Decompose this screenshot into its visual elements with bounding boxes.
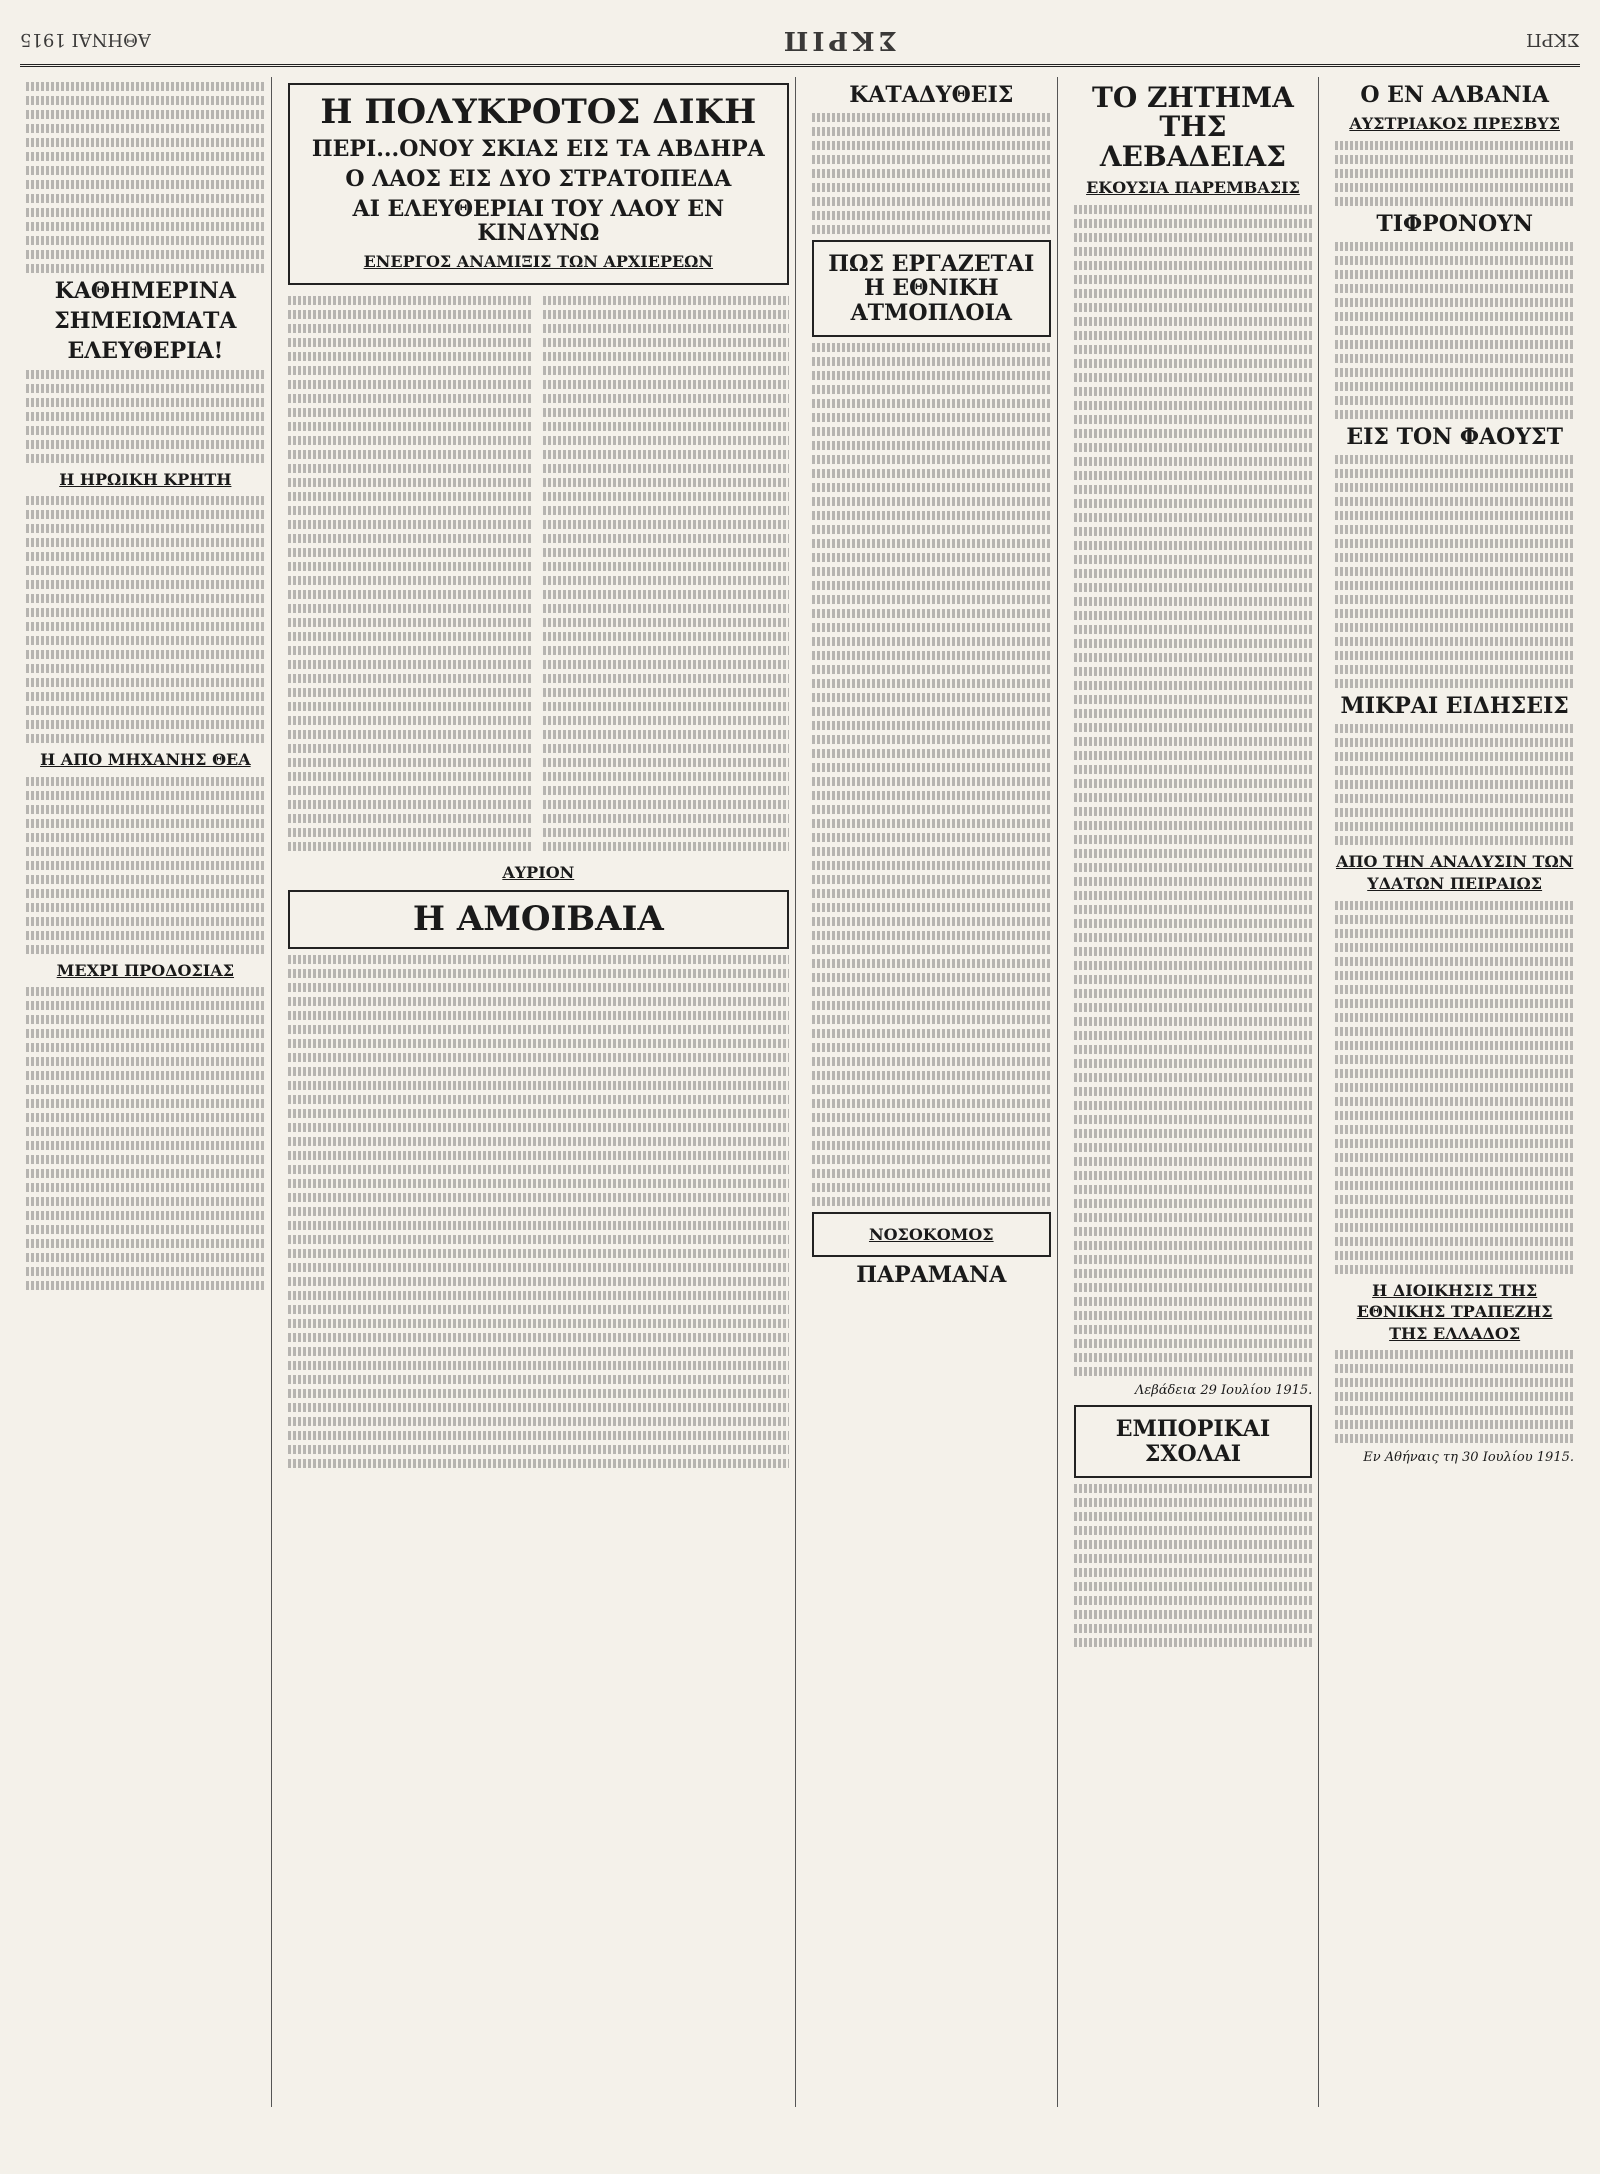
headline: ΜΙΚΡΑΙ ΕΙΔΗΣΕΙΣ [1340,693,1569,720]
subheadline: ΑΙ ΕΛΕΥΘΕΡΙΑΙ ΤΟΥ ΛΑΟΥ ΕΝ ΚΙΝΔΥΝΩ [352,196,725,247]
text-block [26,496,265,743]
text-block [1074,1484,1313,1647]
headline: ΕΜΠΟΡΙΚΑΙ ΣΧΟΛΑΙ [1115,1416,1271,1467]
newspaper-page [20,20,1580,2130]
text-block [26,370,265,463]
columns [20,77,1580,2107]
section-heading: ΣΗΜΕΙΩΜΑΤΑ [54,308,237,335]
headline: ΠΩΣ ΕΡΓΑΖΕΤΑΙ Η ΕΘΝΙΚΗ ΑΤΜΟΠΛΟΙΑ [828,251,1035,326]
masthead-title: ΣΚΡΙΠ [779,25,898,55]
text-block [1335,1350,1574,1443]
text-block [1335,141,1574,206]
text-block [1335,455,1574,688]
text-block [1335,901,1574,1274]
headline: ΤΙΦΡΟΝΟΥΝ [1376,210,1533,237]
article-title: Η ΗΡΩΙΚΗ ΚΡΗΤΗ [59,469,232,489]
column-2 [282,77,796,2107]
text-block [26,777,265,954]
ad-title: ΝΟΣΟΚΟΜΟΣ [868,1224,994,1244]
subheadline: Ο ΛΑΟΣ ΕΙΣ ΔΥΟ ΣΤΡΑΤΟΠΕΔΑ [345,165,732,192]
text-block [26,82,265,273]
text-block [543,291,789,856]
section-heading: ΚΑΘΗΜΕΡΙΝΑ [54,278,236,304]
masthead-right: ΑΘΗΝΑΙ 1915 [20,29,151,51]
text-block [288,291,534,856]
masthead-left: ΣΚΡΠ [1526,29,1580,51]
headline: Η ΑΜΟΙΒΑΙΑ [412,898,664,939]
subheadline: ΕΚΟΥΣΙΑ ΠΑΡΕΜΒΑΣΙΣ [1086,178,1300,198]
subheadline: ΑΥΣΤΡΙΑΚΟΣ ΠΡΕΣΒΥΣ [1349,114,1560,134]
dateline: Εν Αθήναις τη 30 Ιουλίου 1915. [1363,1450,1574,1466]
column-1 [20,77,272,2107]
article-title: ΕΛΕΥΘΕΡΙΑ! [67,338,224,365]
masthead [20,20,1580,60]
text-block [1335,242,1574,419]
article-title: Η ΑΠΟ ΜΗΧΑΝΗΣ ΘΕΑ [40,750,251,770]
text-block [812,113,1051,234]
headline: ΤΟ ΖΗΤΗΜΑ ΤΗΣ ΛΕΒΑΔΕΙΑΣ [1092,81,1294,173]
atmoploia-box [812,240,1051,337]
subheadline: ΠΕΡΙ...ΟΝΟΥ ΣΚΙΑΣ ΕΙΣ ΤΑ ΑΒΔΗΡΑ [311,135,765,162]
article-title: ΚΑΤΑΔΥΘΕΙΣ [849,82,1014,108]
column-5 [1329,77,1580,2107]
text-block [1074,205,1313,1376]
headline: Ο ΕΝ ΑΛΒΑΝΙΑ [1360,82,1549,108]
text-block [26,987,265,1290]
ad-title: ΠΑΡΑΜΑΝΑ [856,1262,1007,1289]
dateline: Λεβάδεια 29 Ιουλίου 1915. [1134,1382,1313,1398]
amoivaia-box [288,890,789,950]
article-title: ΑΥΡΙΟΝ [502,863,575,883]
text-block [1335,724,1574,845]
subheadline: ΕΝΕΡΓΟΣ ΑΝΑΜΙΞΙΣ ΤΩΝ ΑΡΧΙΕΡΕΩΝ [363,252,714,272]
lead-article-header [288,83,789,285]
nosokomos-ad [812,1212,1051,1258]
masthead-rule [20,64,1580,67]
emporikai-box [1074,1405,1313,1477]
article-title: ΜΕΧΡΙ ΠΡΟΔΟΣΙΑΣ [56,960,235,980]
lead-article-body [288,291,789,856]
article-title: Η ΔΙΟΙΚΗΣΙΣ ΤΗΣ ΕΘΝΙΚΗΣ ΤΡΑΠΕΖΗΣ ΤΗΣ ΕΛΛΑΔΟΣ [1356,1280,1553,1343]
text-block [812,343,1051,1206]
text-block [288,955,789,1468]
article-title: ΑΠΟ ΤΗΝ ΑΝΑΛΥΣΙΝ ΤΩΝ ΥΔΑΤΩΝ ΠΕΙΡΑΙΩΣ [1336,852,1574,893]
headline: ΕΙΣ ΤΟΝ ΦΑΟΥΣΤ [1346,423,1563,450]
headline: Η ΠΟΛΥΚΡΟΤΟΣ ΔΙΚΗ [320,92,757,132]
column-3 [806,77,1058,2107]
column-4 [1068,77,1320,2107]
